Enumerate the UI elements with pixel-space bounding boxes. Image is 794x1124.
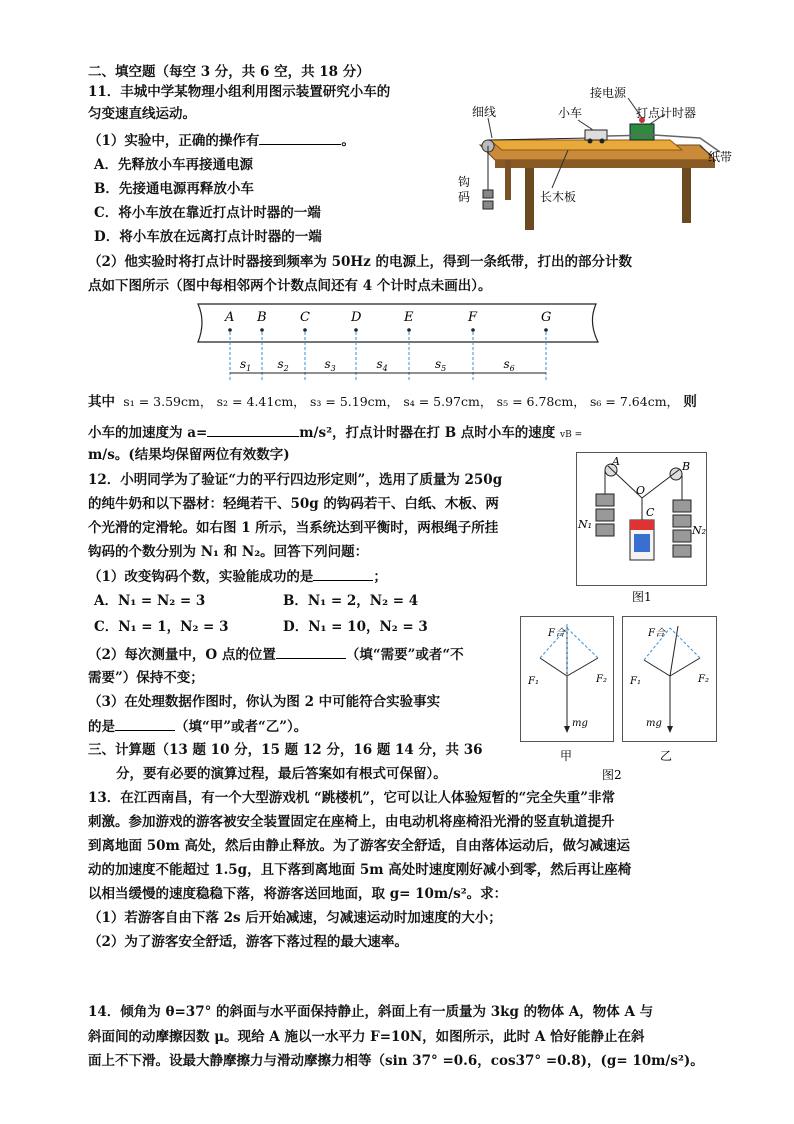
tape-dot (354, 328, 358, 332)
label-N2: N₂ (692, 524, 707, 537)
long-board (490, 140, 682, 150)
table-leg (682, 168, 691, 223)
s6-value: s₆ = 7.64cm， (590, 394, 680, 409)
force-f-resultant (670, 626, 678, 676)
segment-label: $s_4$ (376, 357, 388, 373)
s4-value: s₄ = 5.97cm， (403, 394, 493, 409)
timer (630, 124, 654, 140)
q14-line1: 14．倾角为 θ=37° 的斜面与水平面保持静止，斜面上有一质量为 3kg 的物体 A，物体 A 与 (88, 1004, 654, 1020)
q12-part2 (88, 644, 464, 665)
q11-part1-end: 。 (341, 133, 355, 149)
q11-acc-d: m/s。(结果均保留两位有效数字) (88, 447, 290, 463)
q11-acc-b: m/s²，打点计时器在打 B 点时小车的速度 (299, 425, 556, 441)
figure-2-left-caption: 甲 (560, 749, 573, 763)
segment-label: $s_6$ (503, 357, 515, 373)
q12-part1-end: ； (373, 569, 387, 585)
q11-acc-a: 小车的加速度为 a= (88, 425, 208, 441)
label-board: 长木板 (540, 190, 577, 204)
q12-option-b: B．N₁ = 2，N₂ = 4 (283, 593, 419, 609)
label-f1: F₁ (630, 676, 641, 687)
milk-carton-label (634, 534, 650, 552)
leader-line (578, 120, 593, 130)
q12-part3a: （3）在处理数据作图时，你认为图 2 中可能符合实验事实 (88, 694, 441, 710)
label-weight2: 码 (458, 190, 471, 204)
q13-line5: 以相当缓慢的速度稳稳下落，将游客送回地面，取 g= 10m/s²。求： (88, 886, 508, 902)
q12-part1 (88, 566, 387, 587)
s1-value: s₁ = 3.59cm， (123, 394, 213, 409)
label-mg: mg (646, 718, 662, 729)
label-B: B (682, 460, 691, 473)
s3-value: s₃ = 5.19cm， (309, 394, 400, 409)
section-3-line1: 三、计算题（13 题 10 分，15 题 12 分，16 题 14 分，共 36 (88, 742, 483, 758)
figure-2-right-caption: 乙 (660, 749, 673, 763)
force-f1 (644, 660, 670, 676)
s2-value: s₂ = 4.41cm， (216, 394, 306, 409)
label-f-resultant: F合 (648, 628, 665, 639)
tape-point-label: D (351, 310, 362, 325)
weight (483, 190, 493, 198)
label-C: C (646, 506, 655, 519)
weight (673, 530, 691, 542)
label-A: A (612, 455, 620, 468)
cart (585, 130, 607, 140)
section-3-line2: 分，要有必要的演算过程，最后答案如有根式可保留）。 (116, 766, 447, 782)
q11-line1: 11．丰城中学某物理小组利用图示装置研究小车的 (88, 84, 391, 100)
parallelogram-line (670, 628, 700, 658)
q12-part3 (88, 716, 307, 737)
label-tape: 纸带 (708, 150, 733, 164)
weight (596, 494, 614, 506)
tape-dot (303, 328, 307, 332)
label-f-resultant: F合 (548, 628, 565, 639)
weight (673, 515, 691, 527)
q11-option-c: C．将小车放在靠近打点计时器的一端 (94, 205, 321, 221)
arrowhead (667, 726, 673, 733)
tape-point-label: C (300, 310, 310, 325)
figure-1-caption: 图1 (632, 590, 652, 602)
q11-data-prefix: 其中 (88, 394, 115, 410)
q11-data-line (88, 392, 697, 412)
label-timer: 打点计时器 (636, 106, 697, 120)
label-O: O (636, 484, 646, 497)
tape-point-label: G (541, 310, 552, 325)
force-f2 (670, 658, 700, 676)
label-weight1: 钩 (458, 175, 471, 189)
weight (483, 201, 493, 209)
q12-option-c: C．N₁ = 1，N₂ = 3 (94, 619, 229, 635)
rope (642, 469, 680, 498)
tape-point-label: E (404, 310, 414, 325)
label-f2: F₂ (596, 674, 607, 685)
q12-option-d: D．N₁ = 10，N₂ = 3 (283, 619, 428, 635)
answer-blank[interactable] (115, 716, 175, 731)
table-edge (495, 160, 715, 168)
label-cart: 小车 (558, 106, 583, 120)
label-f2: F₂ (698, 674, 709, 685)
pulley-b (670, 468, 682, 480)
label-f1: F₁ (528, 676, 539, 687)
q12-line4: 钩码的个数分别为 N₁ 和 N₂。回答下列问题： (88, 544, 369, 560)
q11-part1 (88, 130, 355, 151)
force-f2 (567, 658, 598, 676)
parallelogram-line (567, 628, 598, 658)
weight (673, 500, 691, 512)
q11-line2: 匀变速直线运动。 (88, 106, 196, 122)
answer-blank[interactable] (276, 644, 346, 659)
force-f1 (540, 658, 567, 676)
label-mg: mg (572, 718, 588, 729)
q13-line4: 动的加速度不能超过 1.5g，且下落到离地面 5m 高处时速度刚好减小到零，然后再让座椅 (88, 862, 632, 878)
q13-line2: 刺激。参加游戏的游客被安全装置固定在座椅上，由电动机将座椅沿光滑的竖直轨道提升 (88, 814, 615, 830)
q12-part1-text: （1）改变钩码个数，实验能成功的是 (88, 569, 314, 585)
leader-line (488, 118, 492, 138)
q11-acc-line (88, 422, 582, 445)
label-string: 细线 (472, 105, 497, 119)
figure-2-caption: 图2 (602, 768, 622, 782)
tape-point-label: F (468, 310, 478, 325)
q12-part2c: 需要”）保持不变； (88, 670, 204, 686)
label-power: 接电源 (590, 86, 627, 100)
q12-part2b: （填“需要”或者“不 (345, 647, 464, 663)
s5-value: s₅ = 6.78cm， (496, 394, 586, 409)
q12-line3: 个光滑的定滑轮。如右图 1 所示，当系统达到平衡时，两根绳子所挂 (88, 520, 499, 536)
tape-dot (544, 328, 548, 332)
q12-part3b: 的是 (88, 719, 115, 735)
table-leg (505, 160, 511, 200)
tape-dot (228, 328, 232, 332)
weight (596, 509, 614, 521)
q12-line2: 的纯牛奶和以下器材：轻绳若干、50g 的钩码若干、白纸、木板、两 (88, 496, 499, 512)
q11-option-d: D．将小车放在远离打点计时器的一端 (94, 229, 322, 245)
figure-1 (576, 452, 716, 602)
q11-data-suffix: 则 (683, 394, 697, 410)
arrowhead (564, 726, 570, 733)
segment-label: $s_5$ (435, 357, 447, 373)
q14-line3: 面上不下滑。设最大静摩擦力与滑动摩擦力相等（sin 37° =0.6，cos37° =0.8)，(g= 10m/s²)。 (88, 1053, 704, 1069)
wheel (588, 139, 593, 144)
weight (673, 545, 691, 557)
q11-part2-line2: 点如下图所示（图中每相邻两个计数点间还有 4 个计时点未画出）。 (88, 278, 492, 294)
tape-point-label: A (225, 310, 235, 325)
tape-point-label: B (257, 310, 267, 325)
q12-part2a: （2）每次测量中，O 点的位置 (88, 647, 276, 663)
segment-label: $s_1$ (240, 357, 252, 373)
q11-part1-text: （1）实验中，正确的操作有 (88, 133, 260, 149)
q11-acc-c: vB = (560, 430, 583, 440)
q14-line2: 斜面间的动摩擦因数 μ。现给 A 施以一水平力 F=10N，如图所示，此时 A 恰好能静止在斜 (88, 1029, 645, 1045)
q13-line1: 13．在江西南昌，有一个大型游戏机 “跳楼机”，它可以让人体验短暂的“完全失重”非常 (88, 790, 616, 806)
section-2-title: 二、填空题（每空 3 分，共 6 空，共 18 分） (88, 64, 370, 80)
milk-carton-top (630, 520, 654, 530)
answer-blank[interactable] (259, 130, 341, 145)
table-leg (525, 168, 534, 230)
tape-figure (188, 298, 610, 388)
segment-label: $s_3$ (324, 357, 336, 373)
q11-option-a: A．先释放小车再接通电源 (94, 157, 253, 173)
weight (596, 524, 614, 536)
q12-option-a: A．N₁ = N₂ = 3 (94, 593, 206, 609)
q11-option-b: B．先接通电源再释放小车 (94, 181, 254, 197)
q12-line1: 12．小明同学为了验证“力的平行四边形定则”，选用了质量为 250g (88, 472, 503, 488)
label-N1: N₁ (578, 518, 593, 531)
segment-label: $s_2$ (277, 357, 289, 373)
answer-blank[interactable] (313, 566, 373, 581)
q13-part2: （2）为了游客安全舒适，游客下落过程的最大速率。 (88, 934, 408, 950)
tape-dot (471, 328, 475, 332)
answer-blank[interactable] (207, 422, 299, 437)
figure-2 (520, 614, 720, 784)
tape-dot (407, 328, 411, 332)
q11-part2-line1: （2）他实验时将打点计时器接到频率为 50Hz 的电源上，得到一条纸带，打出的部分计数 (88, 254, 633, 270)
apparatus-figure (450, 80, 740, 240)
q13-part1: （1）若游客自由下落 2s 后开始减速，匀减速运动时加速度的大小； (88, 910, 502, 926)
tape-dot (260, 328, 264, 332)
q12-part3c: （填“甲”或者“乙”）。 (175, 719, 308, 735)
q13-line3: 到离地面 50m 高处，然后由静止释放。为了游客安全舒适，自由落体运动后，做匀减速运 (88, 838, 630, 854)
wheel (600, 139, 605, 144)
